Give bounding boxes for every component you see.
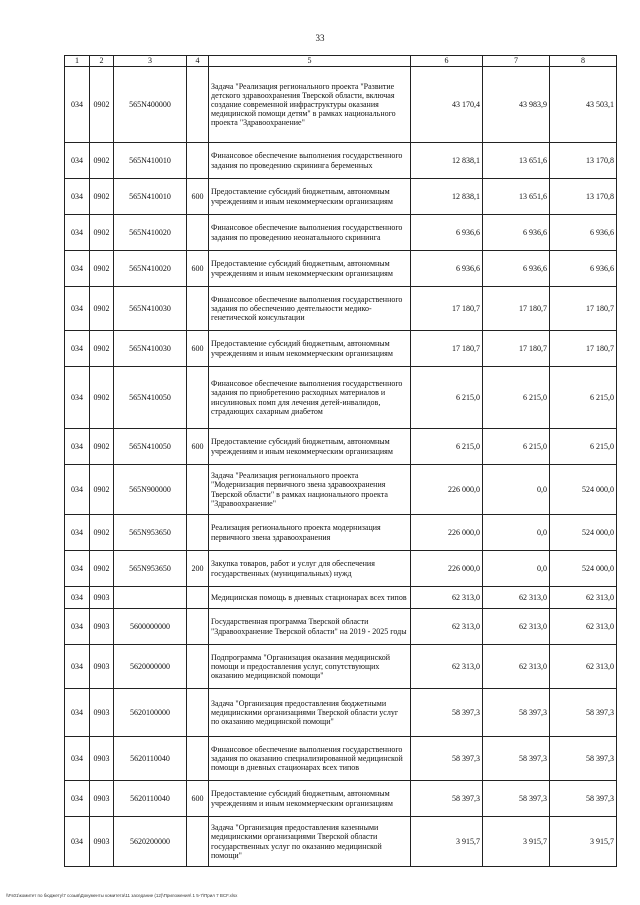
cell-expense-type <box>187 143 209 179</box>
cell-expense-type: 600 <box>187 179 209 215</box>
cell-section-code: 0903 <box>90 781 114 817</box>
column-header: 5 <box>209 56 411 67</box>
column-header: 8 <box>550 56 617 67</box>
cell-section-code: 0903 <box>90 689 114 737</box>
cell-target-code: 565N953650 <box>114 515 187 551</box>
cell-amount-col7: 13 651,6 <box>483 143 550 179</box>
cell-section-code: 0902 <box>90 515 114 551</box>
table-row <box>65 143 617 179</box>
cell-amount-col6: 6 215,0 <box>411 429 483 465</box>
cell-amount-col7: 6 215,0 <box>483 429 550 465</box>
cell-amount-col8: 524 000,0 <box>550 465 617 515</box>
cell-expense-type <box>187 287 209 331</box>
cell-target-code: 5620000000 <box>114 645 187 689</box>
cell-admin-code: 034 <box>65 515 90 551</box>
cell-amount-col7: 58 397,3 <box>483 689 550 737</box>
cell-target-code: 565N410010 <box>114 179 187 215</box>
cell-description: Предоставление субсидий бюджетным, автономным учреждениям и иным некоммерческим организациям <box>209 179 411 215</box>
table-row <box>65 179 617 215</box>
cell-amount-col8: 58 397,3 <box>550 689 617 737</box>
cell-amount-col8: 13 170,8 <box>550 143 617 179</box>
cell-admin-code: 034 <box>65 331 90 367</box>
table-row <box>65 817 617 867</box>
column-header: 7 <box>483 56 550 67</box>
cell-amount-col7: 6 936,6 <box>483 251 550 287</box>
cell-admin-code: 034 <box>65 817 90 867</box>
cell-description: Финансовое обеспечение выполнения государственного задания по проведению неонатального скрининга <box>209 215 411 251</box>
cell-amount-col8: 6 215,0 <box>550 429 617 465</box>
cell-target-code <box>114 587 187 609</box>
cell-expense-type <box>187 367 209 429</box>
cell-amount-col8: 524 000,0 <box>550 515 617 551</box>
cell-amount-col6: 3 915,7 <box>411 817 483 867</box>
cell-amount-col6: 43 170,4 <box>411 67 483 143</box>
cell-amount-col7: 43 983,9 <box>483 67 550 143</box>
column-header: 2 <box>90 56 114 67</box>
cell-amount-col7: 17 180,7 <box>483 331 550 367</box>
cell-description: Задача "Реализация регионального проекта "Развитие детского здравоохранения Тверской области, включая создание современной инфраструктуры оказания медицинской помощи детям" в рамках национального проекта "Здравоохранение" <box>209 67 411 143</box>
cell-target-code: 565N410030 <box>114 331 187 367</box>
cell-amount-col8: 62 313,0 <box>550 587 617 609</box>
table-row <box>65 737 617 781</box>
cell-expense-type <box>187 609 209 645</box>
cell-target-code: 5600000000 <box>114 609 187 645</box>
cell-expense-type: 600 <box>187 331 209 367</box>
column-header: 1 <box>65 56 90 67</box>
cell-section-code: 0902 <box>90 67 114 143</box>
cell-expense-type: 600 <box>187 251 209 287</box>
cell-expense-type <box>187 515 209 551</box>
cell-amount-col7: 3 915,7 <box>483 817 550 867</box>
cell-admin-code: 034 <box>65 179 90 215</box>
cell-amount-col7: 62 313,0 <box>483 587 550 609</box>
column-header: 6 <box>411 56 483 67</box>
cell-amount-col6: 62 313,0 <box>411 587 483 609</box>
budget-table <box>64 55 617 867</box>
cell-expense-type <box>187 817 209 867</box>
table-row <box>65 587 617 609</box>
file-path-footer: \\Fs01\комитет по бюджету\7 созыв\Документы комитета\11 заседание (12)\Приложения\ 1 5-7\Прил 7 BCF.xlsx <box>6 893 238 898</box>
table-row <box>65 781 617 817</box>
cell-admin-code: 034 <box>65 215 90 251</box>
cell-amount-col6: 58 397,3 <box>411 781 483 817</box>
cell-description: Задача "Организация предоставления казенными медицинскими организациями Тверской области государственных услуг по оказанию медицинской помощи" <box>209 817 411 867</box>
cell-target-code: 5620100000 <box>114 689 187 737</box>
cell-expense-type <box>187 215 209 251</box>
cell-amount-col7: 62 313,0 <box>483 609 550 645</box>
table-row <box>65 67 617 143</box>
cell-amount-col7: 0,0 <box>483 515 550 551</box>
cell-amount-col8: 43 503,1 <box>550 67 617 143</box>
cell-admin-code: 034 <box>65 251 90 287</box>
cell-section-code: 0903 <box>90 587 114 609</box>
cell-amount-col8: 6 936,6 <box>550 215 617 251</box>
cell-target-code: 5620200000 <box>114 817 187 867</box>
cell-section-code: 0902 <box>90 465 114 515</box>
page-number: 33 <box>315 33 325 43</box>
cell-description: Реализация регионального проекта модернизация первичного звена здравоохранения <box>209 515 411 551</box>
cell-section-code: 0903 <box>90 737 114 781</box>
cell-amount-col8: 6 215,0 <box>550 367 617 429</box>
cell-amount-col6: 6 936,6 <box>411 251 483 287</box>
cell-section-code: 0902 <box>90 251 114 287</box>
cell-expense-type <box>187 645 209 689</box>
cell-amount-col8: 62 313,0 <box>550 609 617 645</box>
cell-admin-code: 034 <box>65 689 90 737</box>
table-row <box>65 551 617 587</box>
cell-admin-code: 034 <box>65 781 90 817</box>
cell-expense-type <box>187 465 209 515</box>
cell-admin-code: 034 <box>65 551 90 587</box>
cell-description: Медицинская помощь в дневных стационарах всех типов <box>209 587 411 609</box>
table-row <box>65 215 617 251</box>
cell-amount-col6: 6 936,6 <box>411 215 483 251</box>
cell-section-code: 0902 <box>90 287 114 331</box>
cell-target-code: 565N410020 <box>114 215 187 251</box>
cell-amount-col8: 6 936,6 <box>550 251 617 287</box>
table-header-row <box>65 56 617 67</box>
cell-section-code: 0902 <box>90 551 114 587</box>
cell-admin-code: 034 <box>65 465 90 515</box>
cell-amount-col6: 62 313,0 <box>411 645 483 689</box>
cell-amount-col7: 58 397,3 <box>483 737 550 781</box>
cell-target-code: 565N953650 <box>114 551 187 587</box>
cell-description: Предоставление субсидий бюджетным, автономным учреждениям и иным некоммерческим организациям <box>209 429 411 465</box>
cell-amount-col7: 6 936,6 <box>483 215 550 251</box>
cell-amount-col6: 226 000,0 <box>411 551 483 587</box>
cell-description: Предоставление субсидий бюджетным, автономным учреждениям и иным некоммерческим организациям <box>209 781 411 817</box>
table-row <box>65 251 617 287</box>
cell-amount-col7: 62 313,0 <box>483 645 550 689</box>
cell-expense-type: 600 <box>187 781 209 817</box>
cell-admin-code: 034 <box>65 587 90 609</box>
cell-admin-code: 034 <box>65 287 90 331</box>
cell-description: Задача "Организация предоставления бюджетными медицинскими организациями Тверской области услуг по оказанию медицинской помощи" <box>209 689 411 737</box>
cell-target-code: 565N410010 <box>114 143 187 179</box>
cell-expense-type <box>187 587 209 609</box>
cell-expense-type: 600 <box>187 429 209 465</box>
table-row <box>65 645 617 689</box>
cell-expense-type <box>187 689 209 737</box>
cell-amount-col8: 58 397,3 <box>550 781 617 817</box>
cell-target-code: 565N410050 <box>114 367 187 429</box>
cell-amount-col6: 226 000,0 <box>411 465 483 515</box>
cell-amount-col7: 58 397,3 <box>483 781 550 817</box>
cell-amount-col7: 13 651,6 <box>483 179 550 215</box>
cell-amount-col6: 6 215,0 <box>411 367 483 429</box>
cell-admin-code: 034 <box>65 67 90 143</box>
table-row <box>65 515 617 551</box>
cell-section-code: 0902 <box>90 331 114 367</box>
cell-section-code: 0903 <box>90 817 114 867</box>
cell-section-code: 0902 <box>90 367 114 429</box>
table-row <box>65 287 617 331</box>
cell-section-code: 0902 <box>90 215 114 251</box>
cell-amount-col7: 6 215,0 <box>483 367 550 429</box>
cell-admin-code: 034 <box>65 367 90 429</box>
column-header: 3 <box>114 56 187 67</box>
cell-admin-code: 034 <box>65 645 90 689</box>
cell-description: Финансовое обеспечение выполнения государственного задания по проведению скрининга беременных <box>209 143 411 179</box>
cell-section-code: 0903 <box>90 609 114 645</box>
cell-expense-type <box>187 67 209 143</box>
cell-amount-col6: 58 397,3 <box>411 737 483 781</box>
cell-amount-col8: 62 313,0 <box>550 645 617 689</box>
cell-amount-col8: 58 397,3 <box>550 737 617 781</box>
table-row <box>65 689 617 737</box>
table-row <box>65 367 617 429</box>
cell-amount-col6: 12 838,1 <box>411 143 483 179</box>
cell-admin-code: 034 <box>65 429 90 465</box>
cell-amount-col6: 226 000,0 <box>411 515 483 551</box>
cell-description: Финансовое обеспечение выполнения государственного задания по приобретению расходных материалов и инсулиновых помп для лечения детей-инвалидов, страдающих сахарным диабетом <box>209 367 411 429</box>
cell-description: Задача "Реализация регионального проекта "Модернизация первичного звена здравоохранения Тверской области" в рамках национального проекта "Здравоохранение" <box>209 465 411 515</box>
cell-description: Подпрограмма "Организация оказания медицинской помощи и предоставления услуг, сопутствующих оказанию медицинской помощи" <box>209 645 411 689</box>
cell-target-code: 565N410020 <box>114 251 187 287</box>
cell-amount-col8: 17 180,7 <box>550 287 617 331</box>
cell-section-code: 0902 <box>90 179 114 215</box>
cell-expense-type: 200 <box>187 551 209 587</box>
cell-section-code: 0903 <box>90 645 114 689</box>
cell-amount-col8: 17 180,7 <box>550 331 617 367</box>
cell-amount-col7: 0,0 <box>483 465 550 515</box>
cell-description: Закупка товаров, работ и услуг для обеспечения государственных (муниципальных) нужд <box>209 551 411 587</box>
cell-target-code: 565N410050 <box>114 429 187 465</box>
cell-amount-col8: 3 915,7 <box>550 817 617 867</box>
table-body <box>65 67 617 867</box>
table-row <box>65 331 617 367</box>
cell-description: Финансовое обеспечение выполнения государственного задания по обеспечению деятельности медико-генетической консультации <box>209 287 411 331</box>
cell-admin-code: 034 <box>65 737 90 781</box>
cell-target-code: 5620110040 <box>114 781 187 817</box>
cell-target-code: 5620110040 <box>114 737 187 781</box>
table-row <box>65 465 617 515</box>
cell-description: Финансовое обеспечение выполнения государственного задания по оказанию специализированной медицинской помощи в дневных стационарах всех типов <box>209 737 411 781</box>
cell-admin-code: 034 <box>65 143 90 179</box>
cell-amount-col7: 0,0 <box>483 551 550 587</box>
cell-amount-col6: 12 838,1 <box>411 179 483 215</box>
cell-expense-type <box>187 737 209 781</box>
cell-amount-col6: 17 180,7 <box>411 331 483 367</box>
column-header: 4 <box>187 56 209 67</box>
cell-amount-col6: 62 313,0 <box>411 609 483 645</box>
cell-description: Предоставление субсидий бюджетным, автономным учреждениям и иным некоммерческим организациям <box>209 251 411 287</box>
cell-target-code: 565N900000 <box>114 465 187 515</box>
cell-target-code: 565N400000 <box>114 67 187 143</box>
cell-amount-col8: 524 000,0 <box>550 551 617 587</box>
cell-section-code: 0902 <box>90 429 114 465</box>
cell-target-code: 565N410030 <box>114 287 187 331</box>
table-row <box>65 429 617 465</box>
cell-amount-col6: 17 180,7 <box>411 287 483 331</box>
cell-description: Предоставление субсидий бюджетным, автономным учреждениям и иным некоммерческим организациям <box>209 331 411 367</box>
cell-amount-col8: 13 170,8 <box>550 179 617 215</box>
cell-amount-col7: 17 180,7 <box>483 287 550 331</box>
cell-section-code: 0902 <box>90 143 114 179</box>
cell-admin-code: 034 <box>65 609 90 645</box>
table-row <box>65 609 617 645</box>
cell-amount-col6: 58 397,3 <box>411 689 483 737</box>
cell-description: Государственная программа Тверской области "Здравоохранение Тверской области" на 2019 - 2025 годы <box>209 609 411 645</box>
